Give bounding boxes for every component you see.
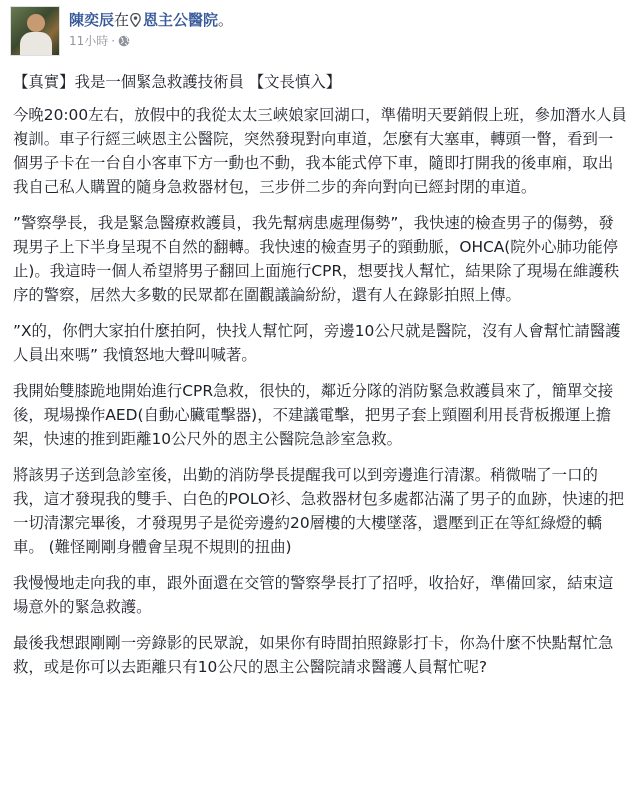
- post-paragraph: 我開始雙膝跪地開始進行CPR急救，很快的，鄰近分隊的消防緊急救護員來了，簡單交接後，現場操作AED(自動心臟電擊器)，不建議電擊，把男子套上頸圈利用長背板搬運上擔架，快速的推到距離10公尺外的恩主公醫院急診室急救。: [13, 382, 614, 448]
- globe-icon[interactable]: [118, 35, 130, 51]
- separator: ·: [111, 34, 116, 48]
- post-header: [10, 6, 630, 62]
- post-paragraph: 我慢慢地走向我的車，跟外面還在交管的警察學長打了招呼，收拾好，準備回家，結束這場意外的緊急救護。: [13, 574, 614, 616]
- avatar-head: [27, 14, 45, 32]
- author-name-link[interactable]: 陳奕辰: [69, 11, 115, 29]
- avatar-body: [20, 32, 52, 56]
- location-pin-icon: [130, 12, 141, 32]
- timestamp-link[interactable]: 11小時: [69, 34, 109, 48]
- place-link[interactable]: 恩主公醫院: [143, 11, 219, 29]
- post-paragraph: 最後我想跟剛剛一旁錄影的民眾說，如果你有時間拍照錄影打卡，你為什麼不快點幫忙急救，或是你可以去距離只有10公尺的恩主公醫院請求醫護人員幫忙呢?: [13, 634, 614, 676]
- at-text: 在: [114, 11, 130, 29]
- period-text: 。: [218, 11, 234, 29]
- post-paragraph: ”X的，你們大家拍什麼拍阿，快找人幫忙阿，旁邊10公尺就是醫院，沒有人會幫忙請醫護人員出來嗎” 我憤怒地大聲叫喊著。: [13, 322, 621, 364]
- post-paragraph: 今晚20:00左右，放假中的我從太太三峽娘家回湖口，準備明天要銷假上班，參加潛水人員複訓。車子行經三峽恩主公醫院，突然發現對向車道，怎麼有大塞車，轉頭一瞥，看到一個男子卡在一台自小客車下方一動也不動，我本能式停下車，隨即打開我的後車廂，取出我自己私人購置的隨身急救器材包，三步併二步的奔向對向已經封閉的車道。: [13, 106, 627, 196]
- post-paragraph-title: 【真實】我是一個緊急救護技術員 【文長慎入】: [13, 73, 342, 91]
- post-body: [13, 70, 628, 691]
- avatar[interactable]: [10, 6, 60, 56]
- post-meta: [69, 33, 130, 51]
- post-paragraph: ”警察學長，我是緊急醫療救護員，我先幫病患處理傷勢”，我快速的檢查男子的傷勢，發現男子上下半身呈現不自然的翻轉。我快速的檢查男子的頸動脈，OHCA(院外心肺功能停止)。我這時一個人希望將男子翻回上面施行CPR，想要找人幫忙，結果除了現場在維護秩序的警察，居然大多數的民眾都在圍觀議論紛紛，還有人在錄影拍照上傳。: [13, 214, 620, 304]
- post-paragraph: 將該男子送到急診室後，出勤的消防學長提醒我可以到旁邊進行清潔。稍微喘了一口的我，這才發現我的雙手、白色的POLO衫、急救器材包多處都沾滿了男子的血跡，快速的把一切清潔完畢後，才發現男子是從旁邊約20層樓的大樓墜落，還壓到正在等紅綠燈的轎車。 (難怪剛剛身體會呈現不規則的扭曲): [13, 466, 624, 556]
- author-line: [69, 10, 233, 32]
